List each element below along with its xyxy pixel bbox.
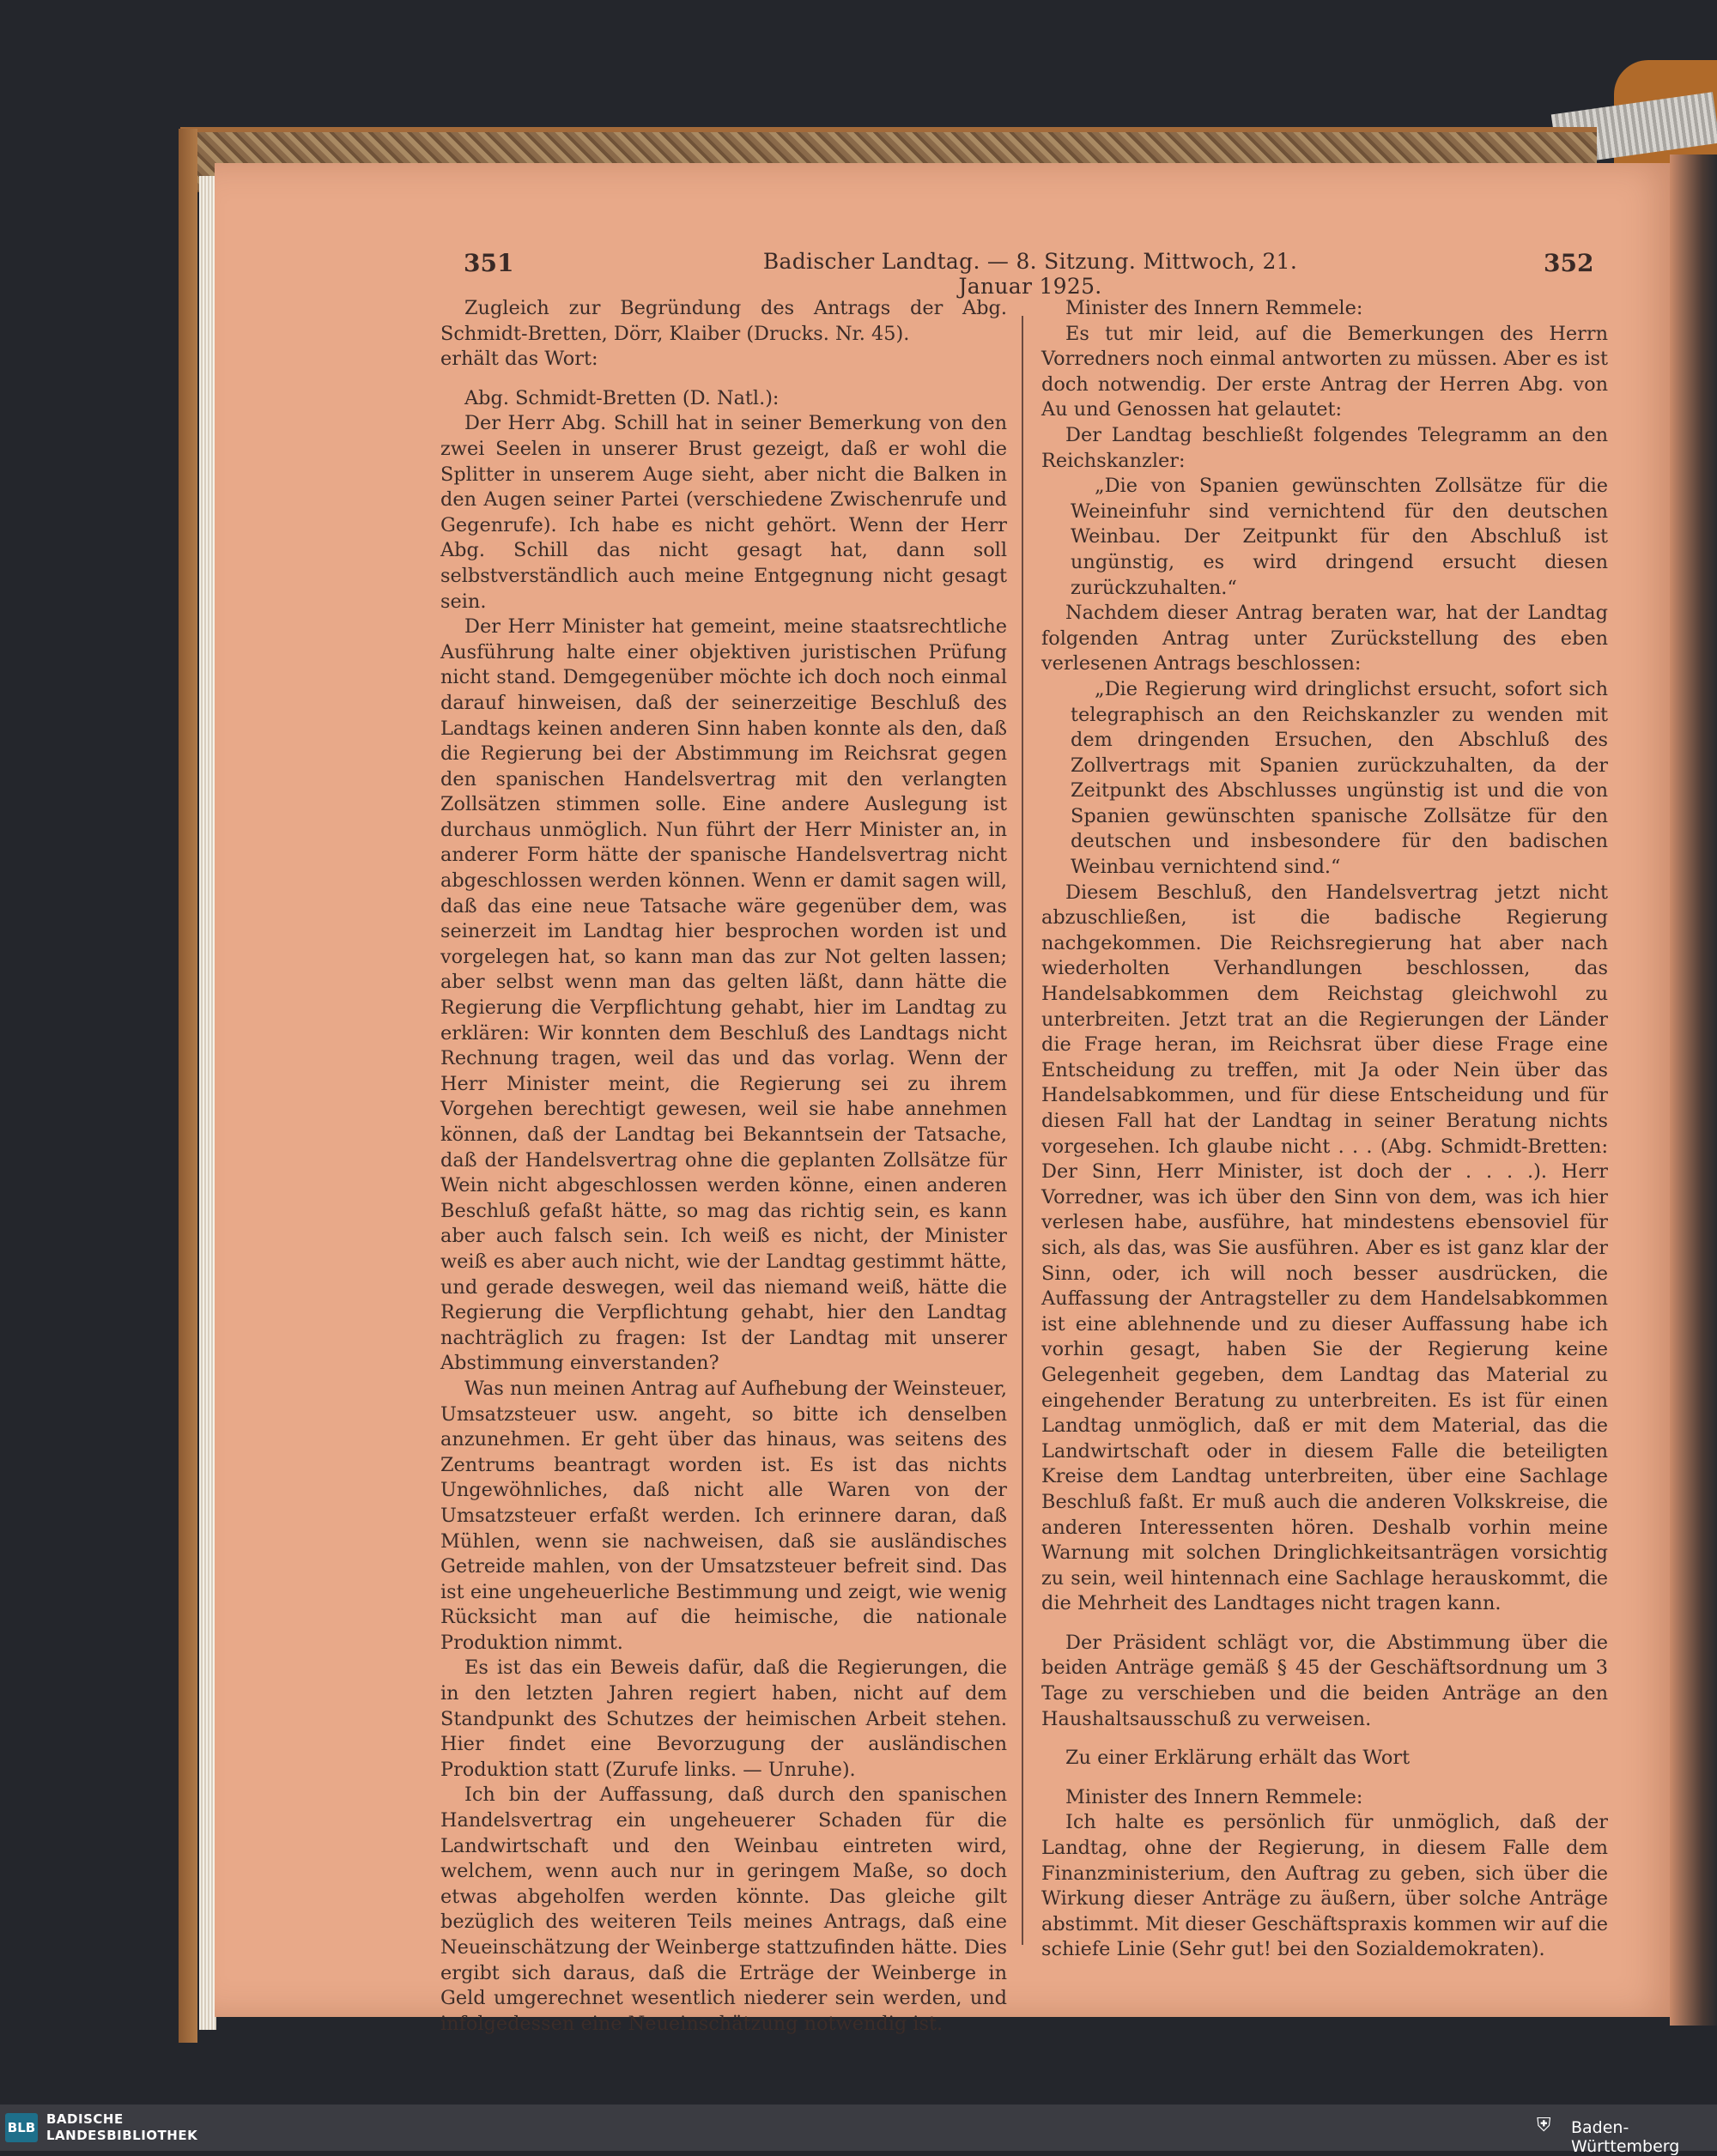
paragraph-spacer <box>1041 1732 1608 1746</box>
speaker-heading: Minister des Innern Remmele: <box>1065 1785 1363 1808</box>
library-name[interactable] <box>46 2111 197 2144</box>
text-column-left <box>440 296 1007 2037</box>
paragraph: Es tut mir leid, auf die Bemerkungen des Herrn Vorredners noch einmal antworten zu müssen. Aber es ist doch notwendig. Der erste Antrag der Herren Abg. von Au und Genossen hat gelautet: <box>1041 322 1608 421</box>
paragraph: Zugleich zur Begründung des Antrags der Abg. Schmidt-Bretten, Dörr, Klaiber (Drucks. Nr. 45). <box>440 297 1007 345</box>
paragraph: erhält das Wort: <box>440 348 598 371</box>
page-stack-edge <box>199 176 216 2030</box>
coat-of-arms-icon: ⛨ <box>1537 2115 1551 2136</box>
state-label[interactable]: Baden-Württemberg <box>1571 2118 1680 2156</box>
paragraph: Es ist das ein Beweis dafür, daß die Regierungen, die in den letzten Jahren regiert haben, nicht auf dem Standpunkt des Schutzes der heimischen Arbeit stehen. Hier findet eine Bevorzugung der ausländischen Produktion statt (Zurufe links. — Unruhe). <box>440 1656 1007 1781</box>
running-title: Badischer Landtag. — 8. Sitzung. Mittwoch, 21. Januar 1925. <box>762 249 1298 299</box>
paragraph: Der Landtag beschließt folgendes Telegramm an den Reichskanzler: <box>1041 423 1608 472</box>
paragraph: Ich halte es persönlich für unmöglich, daß der Landtag, ohne der Regierung, in diesem Falle dem Finanzministerium, den Auftrag zu geben, sich über die Wirkung dieser Anträge zu äußern, über solche Anträge abstimmt. Mit dieser Geschäftspraxis kommen wir auf die schiefe Linie (Sehr gut! bei den Sozialdemokraten). <box>1041 1811 1608 1961</box>
paragraph: Diesem Beschluß, den Handelsvertrag jetzt nicht abzuschließen, ist die badische Regierung nachgekommen. Die Reichsregierung hat aber nach wiederholten Verhandlungen beschlossen, das Handelsabkommen dem Reichstag gleichwohl zu unterbreiten. Jetzt trat an die Regierungen der Länder die Frage heran, im Reichsrat über diese Frage eine Entscheidung zu treffen, mit Ja oder Nein über das Handelsabkommen, und für diese Entscheidung und für diesen Fall hat der Landtag in seiner Beratung nichts vorgesehen. Ich glaube nicht . . . (Abg. Schmidt-Bretten: Der Sinn, Herr Minister, ist doch der . . . .). Herr Vorredner, was ich über den Sinn von dem, was ich hier verlesen habe, ausführe, hat mindestens ebensoviel für sich, als das, was Sie ausführen. Aber es ist ganz klar der Sinn, oder, ich will noch besser ausdrücken, die Auffassung der Antragsteller zu dem Handelsabkommen ist eine ablehnende und zu dieser Auffassung habe ich vorhin gesagt, haben Sie der Regierung keine Gelegenheit gegeben, dem Landtag das Material zu eingehender Beratung zu unterbreiten. Es ist für einen Landtag unmöglich, daß er mit dem Material, das die Landwirtschaft oder in diesem Falle die beteiligten Kreise dem Landtag unterbreiten, über eine Sachlage Beschluß faßt. Er muß auch die anderen Volkskreise, die anderen Interessenten hören. Deshalb vorhin meine Warnung mit solchen Dringlichkeitsanträgen vorsichtig zu sein, weil hintennach eine Sachlage herauskommt, die die Mehrheit des Landtages nicht tragen kann. <box>1041 881 1608 1615</box>
paragraph-spacer <box>1041 1617 1608 1631</box>
library-name-line1: BADISCHE <box>46 2111 124 2127</box>
paragraph: Der Herr Abg. Schill hat in seiner Bemerkung von den zwei Seelen in unserer Brust gezeigt, daß er wohl die Splitter in unserem Auge sieht, aber nicht die Balken in den Augen seiner Partei (verschiedene Zwischenrufe und Gegenrufe). Ich habe es nicht gehört. Wenn der Herr Abg. Schill das nicht gesagt hat, dann soll selbstverständlich auch meine Entgegnung nicht gesagt sein. <box>440 412 1007 613</box>
page-number-left: 351 <box>464 249 514 277</box>
paragraph: Was nun meinen Antrag auf Aufhebung der Weinsteuer, Umsatzsteuer usw. angeht, so bitte ich denselben anzunehmen. Er geht über das hinaus, was seitens des Zentrums beantragt worden ist. Es ist das nichts Ungewöhnliches, daß nicht alle Waren von der Umsatzsteuer erfaßt werden. Ich erinnere daran, daß Mühlen, wenn sie nachweisen, daß sie ausländisches Getreide mahlen, von der Umsatzsteuer befreit sind. Das ist eine ungeheuerliche Bestimmung und zeigt, wie wenig Rücksicht man auf die heimische, die nationale Produktion nimmt. <box>440 1377 1007 1654</box>
speaker-heading: Minister des Innern Remmele: <box>1065 297 1363 319</box>
paragraph-spacer <box>440 372 1007 386</box>
library-name-line2: LANDESBIBLIOTHEK <box>46 2128 198 2143</box>
speaker-heading: Zu einer Erklärung erhält das Wort <box>1065 1747 1411 1770</box>
text-column-right <box>1041 296 1608 1963</box>
footer-bar <box>0 2105 1717 2156</box>
book-cover-edge <box>179 129 197 2043</box>
blb-logo[interactable]: BLB <box>5 2113 38 2142</box>
page-number-right: 352 <box>1544 249 1594 277</box>
quoted-paragraph: „Die Regierung wird dringlichst ersucht, sofort sich telegraphisch an den Reichskanzler zu wenden mit dem dringenden Ersuchen, den Abschluß des Zollvertrags mit Spanien zurückzuhalten, da der Zeitpunkt des Abschlusses ungünstig ist und die von Spanien gewünschten spanische Zollsätze für den deutschen und insbesondere für den badischen Weinbau vernichtend sind.“ <box>1071 677 1608 879</box>
paragraph: Der Präsident schlägt vor, die Abstimmung über die beiden Anträge gemäß § 45 der Geschäftsordnung um 3 Tage zu verschieben und die beiden Anträge an den Haushaltsausschuß zu verweisen. <box>1041 1631 1608 1730</box>
paragraph: Der Herr Minister hat gemeint, meine staatsrechtliche Ausführung halte einer objektiven juristischen Prüfung nicht stand. Demgegenüber möchte ich doch noch einmal darauf hinweisen, daß der seinerzeitige Beschluß des Landtags keinen anderen Sinn haben konnte als den, daß die Regierung bei der Abstimmung im Reichsrat gegen den spanischen Handelsvertrag mit den verlangten Zollsätzen stimmen solle. Eine andere Auslegung ist durchaus unmöglich. Nun führt der Herr Minister an, in anderer Form hätte der spanische Handelsvertrag nicht abgeschlossen werden können. Wenn er damit sagen will, daß das eine neue Tatsache wäre gegenüber dem, was seinerzeit im Landtag hier besprochen worden ist und vorgelegen hat, so kann man das zur Not gelten lassen; aber selbst wenn man das gelten läßt, dann hätte die Regierung die Verpflichtung gehabt, hier im Landtag zu erklären: Wir konnten dem Beschluß des Landtags nicht Rechnung tragen, weil das und das vorlag. Wenn der Herr Minister meint, die Regierung sei zu ihrem Vorgehen berechtigt gewesen, weil sie habe annehmen können, daß der Landtag bei Bekanntsein der Tatsache, daß der Handelsvertrag ohne die geplanten Zollsätze für Wein nicht abgeschlossen werden könne, einen anderen Beschluß gefaßt hätte, so mag das richtig sein, es kann aber auch falsch sein. Ich weiß es nicht, der Minister weiß es aber auch nicht, wie der Landtag gestimmt hätte, und gerade deswegen, weil das niemand weiß, hätte die Regierung die Verpflichtung gehabt, hier den Landtag nachträglich zu fragen: Ist der Landtag mit unserer Abstimmung einverstanden? <box>440 615 1007 1375</box>
paragraph: Ich bin der Auffassung, daß durch den spanischen Handelsvertrag ein ungeheuerer Schaden für die Landwirtschaft und den Weinbau eintreten wird, welchem, wenn auch nur in geringem Maße, so doch etwas abgeholfen werden könnte. Das gleiche gilt bezüglich des weiteren Teils meines Antrags, daß eine Neueinschätzung der Weinberge stattzufinden hätte. Dies ergibt sich daraus, daß die Erträge der Weinberge in Geld umgerechnet wesentlich niederer sein werden, und infolgedessen eine Neueinschätzung notwendig ist. <box>440 1784 1007 2035</box>
paragraph-spacer <box>1041 1771 1608 1785</box>
paragraph: Nachdem dieser Antrag beraten war, hat der Landtag folgenden Antrag unter Zurückstellung des eben verlesenen Antrags beschlossen: <box>1041 602 1608 675</box>
page-gutter-shadow <box>1670 154 1717 2026</box>
column-divider <box>1022 316 1023 1945</box>
quoted-paragraph: „Die von Spanien gewünschten Zollsätze für die Weineinfuhr sind vernichtend für den deutschen Weinbau. Der Zeitpunkt für den Abschluß ist ungünstig, es wird dringend ersucht diesen zurückzuhalten.“ <box>1071 475 1608 599</box>
speaker-heading: Abg. Schmidt-Bretten (D. Natl.): <box>464 386 780 409</box>
